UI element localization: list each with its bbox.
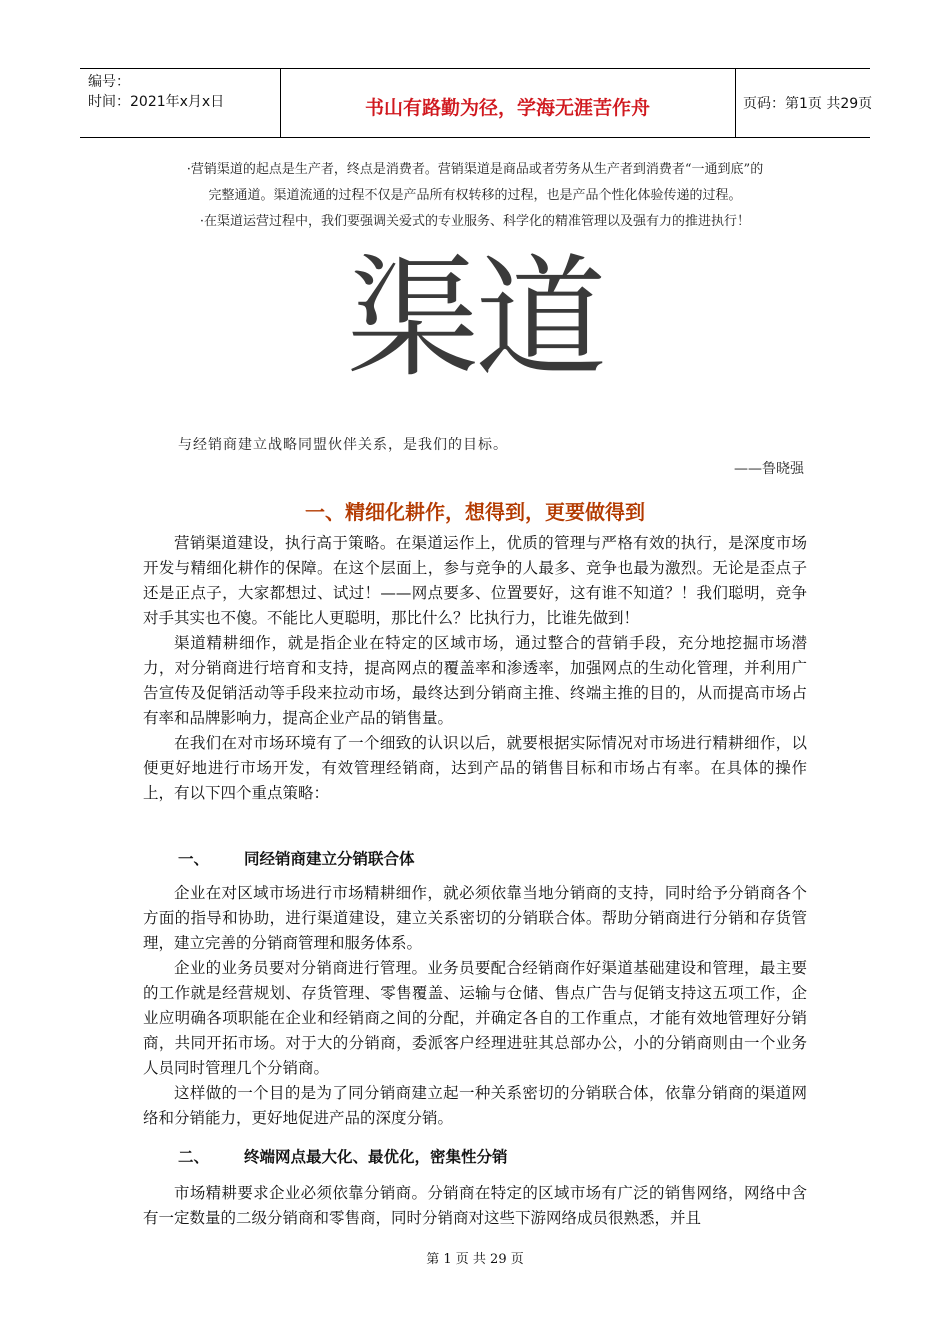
subheading-text: 同经销商建立分销联合体 xyxy=(244,850,415,868)
section-title: 一、精细化耕作，想得到，更要做得到 xyxy=(305,500,645,524)
body-block-3 xyxy=(143,1181,807,1231)
header-meta-cell xyxy=(80,69,281,137)
paragraph: 这样做的一个目的是为了同分销商建立起一种关系密切的分销联合体，依靠分销商的渠道网络和分销能力，更好地促进产品的深度分销。 xyxy=(143,1084,807,1127)
quote: 与经销商建立战略同盟伙伴关系，是我们的目标。 xyxy=(178,437,508,453)
big-title: 渠道 xyxy=(347,242,603,396)
body-block-2 xyxy=(143,881,807,1131)
motto: 书山有路勤为径，学海无涯苦作舟 xyxy=(364,97,650,119)
number-label: 编号： xyxy=(88,74,130,90)
intro-line-3: ·在渠道运营过程中，我们要强调关爱式的专业服务、科学化的精准管理以及强有力的推进执行！ xyxy=(199,214,751,229)
intro-line-1: ·营销渠道的起点是生产者，终点是消费者。营销渠道是商品或者劳务从生产者到消费者“一通到底”的 xyxy=(186,162,764,177)
paragraph: 在我们在对市场环境有了一个细致的认识以后，就要根据实际情况对市场进行精耕细作，以便更好地进行市场开发，有效管理经销商，达到产品的销售目标和市场占有率。在具体的操作上，有以下四个重点策略： xyxy=(143,734,807,802)
document-header xyxy=(80,68,873,138)
page-info: 页码：第1页 共29页 xyxy=(743,96,873,112)
subheading-number: 二、 xyxy=(178,1148,210,1166)
header-page-cell xyxy=(735,69,873,137)
paragraph: 营销渠道建设，执行高于策略。在渠道运作上，优质的管理与严格有效的执行，是深度市场开发与精细化耕作的保障。在这个层面上，参与竞争的人最多、竞争也最为激烈。无论是歪点子还是正点子，大家都想过、试过！——网点要多、位置要好，这有谁不知道？！我们聪明，竞争对手其实也不傻。不能比人更聪明，那比什么？比执行力，比谁先做到！ xyxy=(143,534,807,627)
time-label: 时间：2021年x月x日 xyxy=(88,94,225,110)
subheading-2 xyxy=(178,1145,508,1167)
header-motto-cell xyxy=(280,69,736,137)
intro-line-2: 完整通道。渠道流通的过程不仅是产品所有权转移的过程，也是产品个性化体验传递的过程。 xyxy=(208,188,742,203)
paragraph: 渠道精耕细作，就是指企业在特定的区域市场，通过整合的营销手段，充分地挖掘市场潜力，对分销商进行培育和支持，提高网点的覆盖率和渗透率，加强网点的生动化管理，并利用广告宣传及促销活动等手段来拉动市场，最终达到分销商主推、终端主推的目的，从而提高市场占有率和品牌影响力，提高企业产品的销售量。 xyxy=(143,634,807,727)
page-footer: 第 1 页 共 29 页 xyxy=(426,1252,524,1267)
subheading-1 xyxy=(178,847,415,869)
paragraph: 市场精耕要求企业必须依靠分销商。分销商在特定的区域市场有广泛的销售网络，网络中含有一定数量的二级分销商和零售商，同时分销商对这些下游网络成员很熟悉，并且 xyxy=(143,1184,807,1227)
body-block-1 xyxy=(143,531,807,806)
paragraph: 企业在对区域市场进行市场精耕细作，就必须依靠当地分销商的支持，同时给予分销商各个方面的指导和协助，进行渠道建设，建立关系密切的分销联合体。帮助分销商进行分销和存货管理，建立完善的分销商管理和服务体系。 xyxy=(143,884,807,952)
quote-author: ——鲁晓强 xyxy=(734,461,804,477)
paragraph: 企业的业务员要对分销商进行管理。业务员要配合经销商作好渠道基础建设和管理，最主要的工作就是经营规划、存货管理、零售覆盖、运输与仓储、售点广告与促销支持这五项工作，企业应明确各项职能在企业和经销商之间的分配，并确定各自的工作重点，才能有效地管理好分销商，共同开拓市场。对于大的分销商，委派客户经理进驻其总部办公，小的分销商则由一个业务人员同时管理几个分销商。 xyxy=(143,959,807,1077)
subheading-text: 终端网点最大化、最优化，密集性分销 xyxy=(244,1148,508,1166)
subheading-number: 一、 xyxy=(178,850,210,868)
